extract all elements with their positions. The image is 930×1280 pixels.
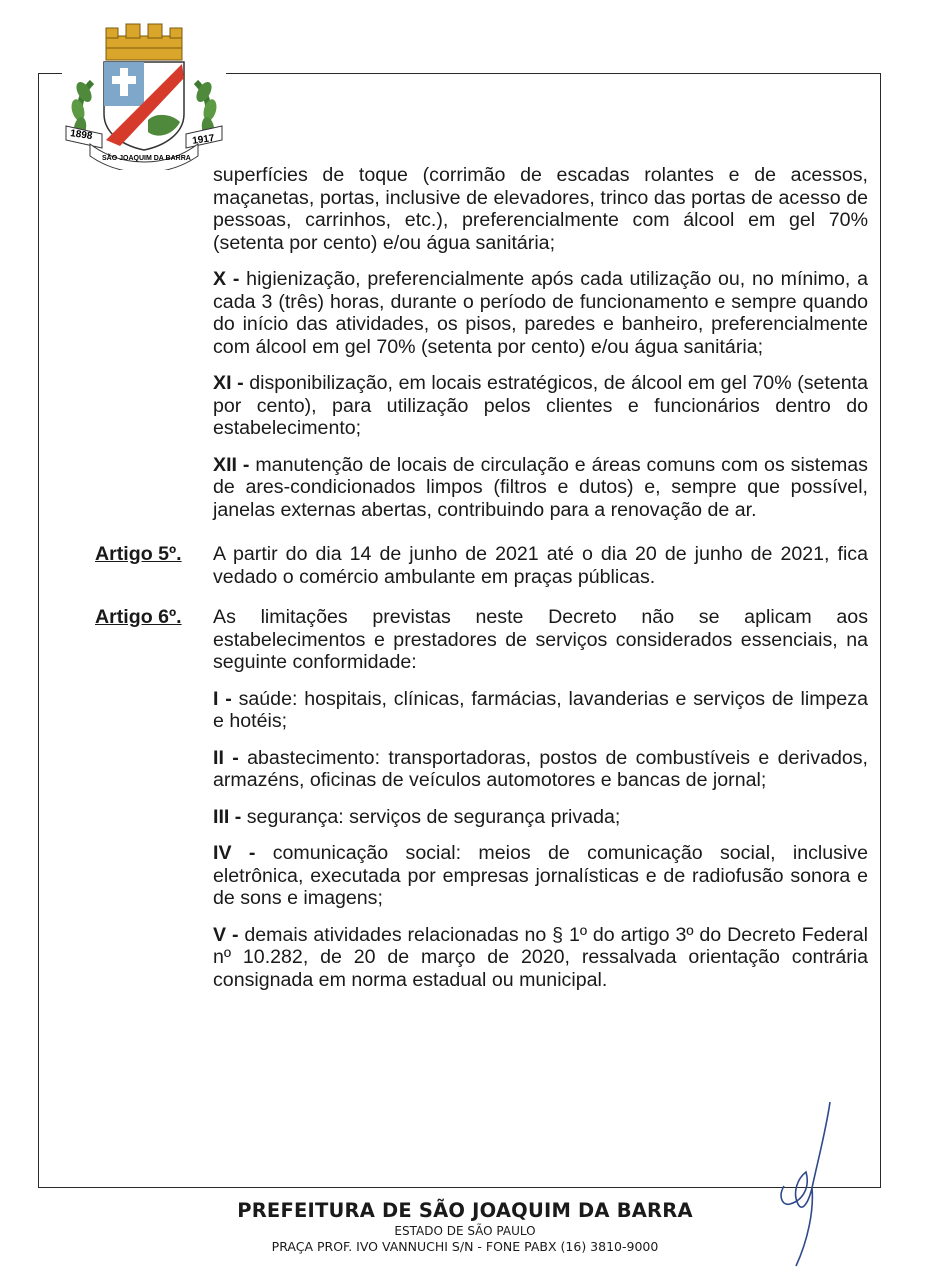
crest-year-left: 1898 [69, 128, 94, 143]
item-ii-text: abastecimento: transportadoras, postos de combustíveis e derivados, armazéns, oficinas de veículos automotores e bancas de jornal; [213, 746, 869, 791]
article-6 [95, 606, 868, 674]
municipal-coat-of-arms [62, 22, 226, 170]
article-5-text: A partir do dia 14 de junho de 2021 até o dia 20 de junho de 2021, fica vedado o comércio ambulante em praças públicas. [213, 543, 868, 588]
item-x-label: X - [213, 268, 240, 290]
item-iv-text: comunicação social: meios de comunicação social, inclusive eletrônica, executada por empresas jornalísticas e de radiofusão sonora e de sons e imagens; [213, 842, 869, 909]
item-xii-label: XII - [213, 453, 250, 476]
item-x-text: higienização, preferencialmente após cada utilização ou, no mínimo, a cada 3 (três) horas, durante o período de funcionamento e sempre quando do início das atividades, os pisos, paredes e banheiro, preferencialmente com álcool em gel 70% (setenta por cento) e/ou água sanitária; [213, 268, 868, 358]
item-xii-text: manutenção de locais de circulação e áreas comuns com os sistemas de ares-condicionados limpos (filtros e dutos) e, sempre que possível, janelas externas abertas, contribuindo para a renovação de ar. [213, 453, 868, 521]
paragraph-continuation: superfícies de toque (corrimão de escadas rolantes e de acessos, maçanetas, portas, inclusive de elevadores, trinco das portas de acesso de pessoas, carrinhos, etc.), preferencialmente com álcool em gel 70% (setenta por cento) e/ou água sanitária; [213, 164, 868, 254]
item-xii [213, 454, 868, 522]
item-ii [213, 747, 868, 792]
item-xi-text: disponibilização, em locais estratégicos, de álcool em gel 70% (setenta por cento), para utilização pelos clientes e funcionários dentro do estabelecimento; [213, 372, 868, 439]
item-iii-text: segurança: serviços de segurança privada; [241, 805, 621, 828]
crest-ribbon-text: SÃO JOAQUIM DA BARRA [102, 155, 191, 162]
item-v [213, 924, 868, 992]
item-x [213, 268, 868, 358]
page-footer [0, 1198, 930, 1255]
decree-body [95, 164, 868, 1005]
article-6-label: Artigo 6º. [95, 606, 182, 628]
footer-state: ESTADO DE SÃO PAULO [394, 1224, 536, 1238]
item-ii-label: II - [213, 746, 239, 769]
article-5-label: Artigo 5º. [95, 543, 182, 565]
item-i-label: I - [213, 687, 232, 710]
item-iii [213, 806, 868, 829]
mural-crown-icon [106, 24, 182, 60]
article-6-text: As limitações previstas neste Decreto não se aplicam aos estabelecimentos e prestadores de serviços considerados essenciais, na seguinte conformidade: [213, 606, 868, 673]
crest-year-right: 1917 [191, 132, 216, 147]
item-xi-label: XI - [213, 372, 244, 394]
item-i-text: saúde: hospitais, clínicas, farmácias, lavanderias e serviços de limpeza e hotéis; [213, 687, 868, 732]
footer-address: PRAÇA PROF. IVO VANNUCHI S/N - FONE PABX (16) 3810-9000 [271, 1239, 659, 1254]
item-iii-label: III - [213, 805, 242, 828]
item-i [213, 688, 868, 733]
shield-icon [104, 62, 184, 150]
item-v-label: V - [213, 923, 239, 946]
item-v-text: demais atividades relacionadas no § 1º do artigo 3º do Decreto Federal nº 10.282, de 20 de março de 2020, ressalvada orientação contrária consignada em norma estadual ou municipal. [213, 923, 868, 991]
item-iv-label: IV - [213, 842, 256, 864]
item-iv [213, 842, 868, 910]
item-xi [213, 372, 868, 440]
footer-city-hall: PREFEITURA DE SÃO JOAQUIM DA BARRA [237, 1199, 693, 1222]
article-5 [95, 543, 868, 588]
